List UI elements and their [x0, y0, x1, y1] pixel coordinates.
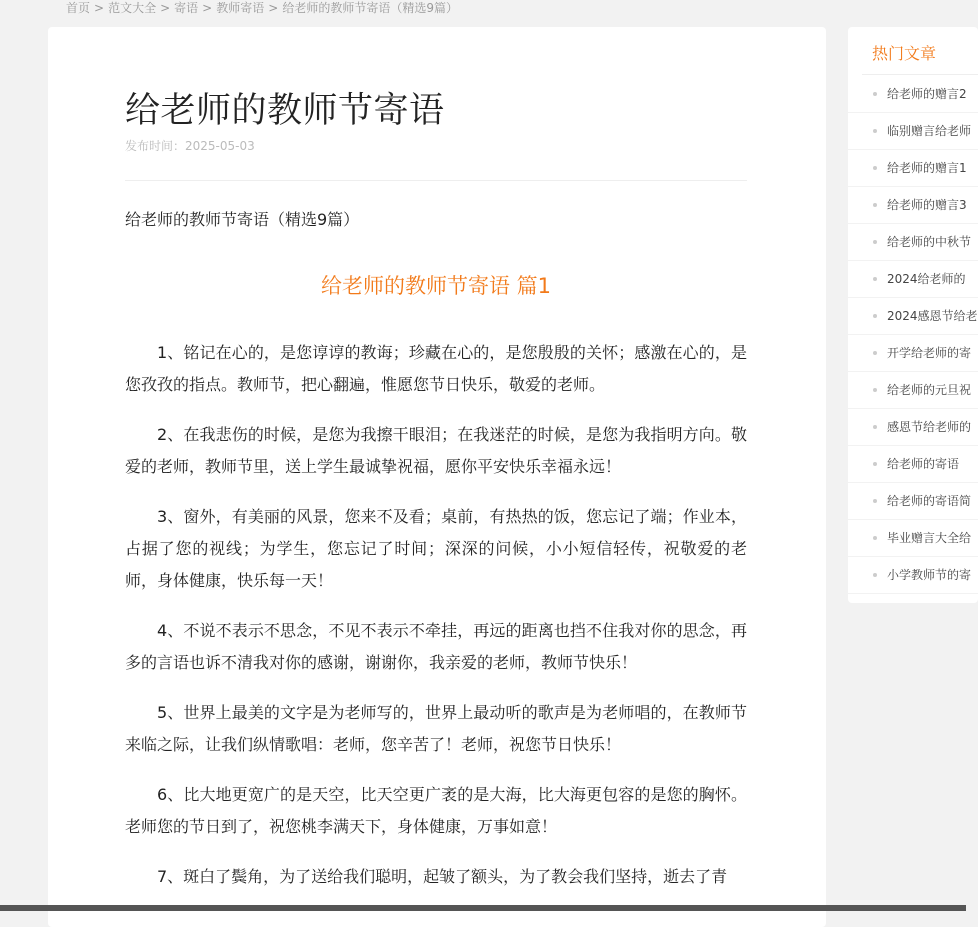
article-paragraph: 3、窗外，有美丽的风景，您来不及看；桌前，有热热的饭，您忘记了端；作业本，占据了您的视线；为学生，您忘记了时间；深深的问候，小小短信轻传，祝敬爱的老师，身体健康，快乐每一天！ — [125, 507, 747, 590]
hot-article-link[interactable] — [848, 113, 978, 150]
breadcrumb-section[interactable]: 教师寄语 — [216, 1, 265, 15]
article-subtitle: 给老师的教师节寄语（精选9篇） — [125, 210, 360, 229]
hot-article-label: 小学教师节的寄 — [887, 568, 972, 582]
bullet-dot-icon — [873, 92, 877, 96]
bullet-dot-icon — [873, 129, 877, 133]
breadcrumb-category[interactable]: 范文大全 — [108, 1, 157, 15]
bullet-dot-icon — [873, 240, 877, 244]
hot-article-link[interactable] — [848, 150, 978, 187]
article-card — [48, 27, 826, 927]
bullet-dot-icon — [873, 425, 877, 429]
hot-article-label: 给老师的赠言2 — [887, 87, 967, 101]
hot-article-label: 2024感恩节给老 — [887, 309, 978, 323]
breadcrumb-separator: > — [202, 1, 213, 15]
hot-article-label: 开学给老师的寄 — [887, 346, 972, 360]
hot-article-label: 给老师的元旦祝 — [887, 383, 972, 397]
article-title: 给老师的教师节寄语 — [125, 91, 445, 131]
hot-article-label: 给老师的寄语简 — [887, 494, 972, 508]
hot-article-link[interactable] — [848, 76, 978, 113]
breadcrumb — [66, 0, 458, 18]
hot-articles-divider — [862, 74, 978, 75]
bullet-dot-icon — [873, 388, 877, 392]
article-paragraph: 2、在我悲伤的时候，是您为我擦干眼泪；在我迷茫的时候，是您为我指明方向。敬爱的老师，教师节里，送上学生最诚挚祝福，愿你平安快乐幸福永远！ — [125, 425, 747, 476]
hot-article-label: 感恩节给老师的 — [887, 420, 972, 434]
hot-article-link[interactable] — [848, 298, 978, 335]
bullet-dot-icon — [873, 573, 877, 577]
hot-article-link[interactable] — [848, 557, 978, 594]
breadcrumb-separator: > — [160, 1, 171, 15]
section-heading: 给老师的教师节寄语 篇1 — [320, 274, 552, 298]
bullet-dot-icon — [873, 314, 877, 318]
hot-article-label: 给老师的中秋节 — [887, 235, 972, 249]
title-divider — [125, 180, 747, 181]
hot-article-label: 毕业赠言大全给 — [887, 531, 972, 545]
article-paragraph: 4、不说不表示不思念，不见不表示不牵挂，再远的距离也挡不住我对你的思念，再多的言语也诉不清我对你的感谢，谢谢你，我亲爱的老师，教师节快乐！ — [125, 621, 747, 672]
bullet-dot-icon — [873, 166, 877, 170]
hot-article-link[interactable] — [848, 187, 978, 224]
hot-article-link[interactable] — [848, 224, 978, 261]
hot-article-link[interactable] — [848, 446, 978, 483]
hot-article-label: 给老师的赠言1 — [887, 161, 967, 175]
breadcrumb-home[interactable]: 首页 — [66, 1, 91, 15]
article-paragraph: 5、世界上最美的文字是为老师写的，世界上最动听的歌声是为老师唱的，在教师节来临之际，让我们纵情歌唱：老师，您辛苦了！老师，祝您节日快乐！ — [125, 703, 747, 754]
breadcrumb-subcategory[interactable]: 寄语 — [174, 1, 199, 15]
hot-articles-title: 热门文章 — [872, 44, 937, 63]
bullet-dot-icon — [873, 462, 877, 466]
breadcrumb-separator: > — [268, 1, 279, 15]
hot-article-link[interactable] — [848, 409, 978, 446]
bullet-dot-icon — [873, 351, 877, 355]
bullet-dot-icon — [873, 277, 877, 281]
bullet-dot-icon — [873, 536, 877, 540]
article-content — [125, 337, 747, 911]
hot-article-link[interactable] — [848, 372, 978, 409]
bullet-dot-icon — [873, 203, 877, 207]
hot-article-label: 临别赠言给老师 — [887, 124, 972, 138]
publish-date: 发布时间：2025-05-03 — [125, 139, 255, 153]
hot-articles-panel — [848, 27, 978, 603]
article-paragraph: 1、铭记在心的，是您谆谆的教诲；珍藏在心的，是您殷殷的关怀；感激在心的，是您孜孜的指点。教师节，把心翻遍，惟愿您节日快乐，敬爱的老师。 — [125, 343, 747, 394]
breadcrumb-separator: > — [94, 1, 105, 15]
hot-article-link[interactable] — [848, 261, 978, 298]
hot-article-label: 给老师的赠言3 — [887, 198, 967, 212]
breadcrumb-current: 给老师的教师节寄语（精选9篇） — [282, 1, 458, 15]
bottom-edge-bar — [0, 905, 966, 911]
hot-article-label: 给老师的寄语 — [887, 457, 960, 471]
hot-article-link[interactable] — [848, 335, 978, 372]
article-paragraph: 6、比大地更宽广的是天空，比天空更广袤的是大海，比大海更包容的是您的胸怀。老师您的节日到了，祝您桃李满天下，身体健康，万事如意！ — [125, 785, 747, 836]
hot-article-label: 2024给老师的 — [887, 272, 966, 286]
article-paragraph: 7、斑白了鬓角，为了送给我们聪明，起皱了额头，为了教会我们坚持，逝去了青 — [157, 867, 728, 886]
hot-article-link[interactable] — [848, 483, 978, 520]
bullet-dot-icon — [873, 499, 877, 503]
hot-article-link[interactable] — [848, 520, 978, 557]
hot-articles-list — [848, 76, 978, 594]
